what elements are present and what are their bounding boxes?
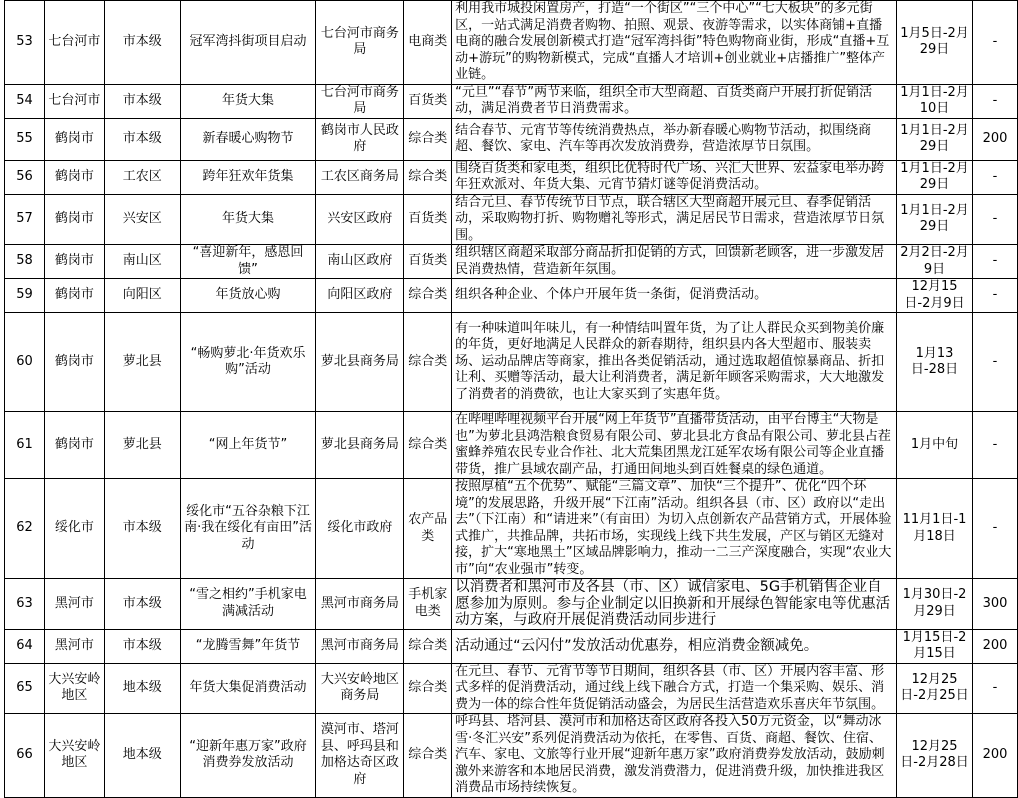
activity-name-cell[interactable]: 绥化市“五谷杂粮下江南·我在绥化有亩田”活动 xyxy=(180,479,316,579)
type-cell[interactable]: 综合类 xyxy=(404,160,452,194)
organizer-cell[interactable]: 南山区政府 xyxy=(316,245,404,279)
amount-cell[interactable]: 300 xyxy=(972,579,1017,630)
type-cell[interactable]: 综合类 xyxy=(404,313,452,412)
activity-name-cell[interactable]: “迎新年惠万家”政府消费券发放活动 xyxy=(180,714,316,798)
organizer-cell[interactable]: 黑河市商务局 xyxy=(316,629,404,663)
table-row xyxy=(5,1,1018,85)
city-cell[interactable]: 黑河市 xyxy=(44,579,104,630)
amount-cell[interactable]: - xyxy=(972,412,1017,479)
amount-cell[interactable]: - xyxy=(972,245,1017,279)
table-row xyxy=(5,279,1018,313)
description-cell[interactable]: “元旦”“春节”两节来临，组织全市大型商超、百货类商户开展打折促销活动，满足消费者节日消费需求。 xyxy=(452,84,897,118)
time-cell[interactable]: 1月1日-2月29日 xyxy=(897,160,973,194)
table-row xyxy=(5,714,1018,798)
amount-cell[interactable]: - xyxy=(972,1,1017,85)
row-number[interactable]: 56 xyxy=(5,160,45,194)
time-cell[interactable]: 1月1日-2月10日 xyxy=(897,84,973,118)
activity-name-cell[interactable]: 新春暖心购物节 xyxy=(180,118,316,160)
amount-cell[interactable]: - xyxy=(972,84,1017,118)
amount-cell[interactable]: - xyxy=(972,194,1017,245)
amount-cell[interactable]: - xyxy=(972,313,1017,412)
description-cell[interactable]: 呼玛县、塔河县、漠河市和加格达奇区政府各投入50万元资金，以“舞动冰雪·冬汇兴安”系列促消费活动为依托，在零售、百货、商超、餐饮、住宿、汽车、家电、文旅等行业开展“迎新年惠万家”政府消费券发放活动，鼓励刺激外来游客和本地居民消费，激发消费潜力，促进消费升级，加快推进我区消费品市场持续恢复。 xyxy=(452,714,897,798)
activity-name-cell[interactable]: “雪之相约”手机家电满减活动 xyxy=(180,579,316,630)
time-cell[interactable]: 11月1日-1月18日 xyxy=(897,479,973,579)
description-cell[interactable]: 在哔哩哔哩视频平台开展“网上年货节”直播带货活动，由平台博主“大物是也”为萝北县鸿浩粮食贸易有限公司、萝北县北方食品有限公司、萝北县占茬蜜蜂养殖农民专业合作社、北大荒集团黑龙江延军农场有限公司等企业直播带货，推广县域农副产品，打通田间地头到百姓餐桌的绿色通道。 xyxy=(452,412,897,479)
city-cell[interactable]: 绥化市 xyxy=(44,479,104,579)
table-row xyxy=(5,663,1018,714)
amount-cell[interactable]: - xyxy=(972,479,1017,579)
description-cell[interactable]: 按照厚植“五个优势”、赋能“三篇文章”、加快“三个提升”、优化“四个环境”的发展思路，升级开展“下江南”活动。组织各县（市、区）政府以“走出去”（下江南）和“请进来”（有亩田）为切入点创新农产品营销方式，开展体验式推广，共推品牌，共拓市场，实现线上线下共生发展，产区与销区无缝对接，扩大“寒地黑土”区域品牌影响力，推动一二三产深度融合，实现“农业大市”向“农业强市”转变。 xyxy=(452,479,897,579)
description-cell[interactable]: 在元旦、春节、元宵节等节日期间，组织各县（市、区）开展内容丰富、形式多样的促消费活动，通过线上线下融合方式，打造一个集采购、娱乐、消费为一体的综合性年货促销活动盛会，为居民生活营造欢乐喜庆年节氛围。 xyxy=(452,663,897,714)
type-cell[interactable]: 手机家电类 xyxy=(404,579,452,630)
table-row xyxy=(5,84,1018,118)
activity-name-cell[interactable]: 年货大集促消费活动 xyxy=(180,663,316,714)
row-number[interactable]: 61 xyxy=(5,412,45,479)
time-cell[interactable]: 12月15日-2月9日 xyxy=(897,279,973,313)
level-cell[interactable]: 南山区 xyxy=(104,245,180,279)
type-cell[interactable]: 综合类 xyxy=(404,412,452,479)
type-cell[interactable]: 农产品类 xyxy=(404,479,452,579)
table-row xyxy=(5,479,1018,579)
city-cell[interactable]: 大兴安岭地区 xyxy=(44,714,104,798)
type-cell[interactable]: 综合类 xyxy=(404,663,452,714)
city-cell[interactable]: 七台河市 xyxy=(44,1,104,85)
activity-name-cell[interactable]: 跨年狂欢年货集 xyxy=(180,160,316,194)
type-cell[interactable]: 电商类 xyxy=(404,1,452,85)
description-cell[interactable]: 以消费者和黑河市及各县（市、区）诚信家电、5G手机销售企业自愿参加为原则。参与企业制定以旧换新和开展绿色智能家电等优惠活动方案，与政府开展促消费活动同步进行 xyxy=(452,579,897,630)
description-cell[interactable]: 组织辖区商超采取部分商品折扣促销的方式，回馈新老顾客，进一步激发居民消费热情，营造新年氛围。 xyxy=(452,245,897,279)
level-cell[interactable]: 工农区 xyxy=(104,160,180,194)
city-cell[interactable]: 鹤岗市 xyxy=(44,194,104,245)
amount-cell[interactable]: 200 xyxy=(972,629,1017,663)
amount-cell[interactable]: - xyxy=(972,279,1017,313)
organizer-cell[interactable]: 七台河市商务局 xyxy=(316,1,404,85)
row-number[interactable]: 54 xyxy=(5,84,45,118)
table-row xyxy=(5,118,1018,160)
description-cell[interactable]: 结合春节、元宵节等传统消费热点，举办新春暖心购物节活动，拟围绕商超、餐饮、家电、汽车等再次发放消费券，营造浓厚节日氛围。 xyxy=(452,118,897,160)
activity-name-cell[interactable]: “喜迎新年，感恩回馈” xyxy=(180,245,316,279)
type-cell[interactable]: 百货类 xyxy=(404,84,452,118)
description-cell[interactable]: 有一种味道叫年味儿，有一种情结叫置年货，为了让人群民众买到物美价廉的年货，更好地满足人民群众的新春期待，组织县内各大型超市、服装卖场、运动品牌店等商家，推出各类促销活动，通过选取超值惊暴商品、折扣让利、买赠等活动，最大让利消费者，满足新年顾客采购需求，大大地激发了消费者的消费欲，也让大家买到了实惠年货。 xyxy=(452,313,897,412)
row-number[interactable]: 59 xyxy=(5,279,45,313)
amount-cell[interactable]: - xyxy=(972,663,1017,714)
type-cell[interactable]: 百货类 xyxy=(404,194,452,245)
time-cell[interactable]: 1月30日-2月29日 xyxy=(897,579,973,630)
amount-cell[interactable]: - xyxy=(972,160,1017,194)
level-cell[interactable]: 市本级 xyxy=(104,1,180,85)
time-cell[interactable]: 2月2日-2月9日 xyxy=(897,245,973,279)
description-cell[interactable]: 组织各种企业、个体户开展年货一条街，促消费活动。 xyxy=(452,279,897,313)
time-cell[interactable]: 1月5日-2月29日 xyxy=(897,1,973,85)
row-number[interactable]: 53 xyxy=(5,1,45,85)
time-cell[interactable]: 12月25日-2月28日 xyxy=(897,714,973,798)
level-cell[interactable]: 市本级 xyxy=(104,629,180,663)
description-cell[interactable]: 围绕百货类和家电类，组织比优特时代广场、兴汇大世界、宏益家电举办跨年狂欢派对、年货大集、元宵节猜灯谜等促消费活动。 xyxy=(452,160,897,194)
type-cell[interactable]: 综合类 xyxy=(404,279,452,313)
row-number[interactable]: 65 xyxy=(5,663,45,714)
level-cell[interactable]: 市本级 xyxy=(104,118,180,160)
amount-cell[interactable]: 200 xyxy=(972,118,1017,160)
table-row xyxy=(5,194,1018,245)
city-cell[interactable]: 鹤岗市 xyxy=(44,279,104,313)
city-cell[interactable]: 七台河市 xyxy=(44,84,104,118)
city-cell[interactable]: 黑河市 xyxy=(44,629,104,663)
city-cell[interactable]: 鹤岗市 xyxy=(44,313,104,412)
row-number[interactable]: 57 xyxy=(5,194,45,245)
row-number[interactable]: 60 xyxy=(5,313,45,412)
amount-cell[interactable]: 200 xyxy=(972,714,1017,798)
organizer-cell[interactable]: 兴安区政府 xyxy=(316,194,404,245)
time-cell[interactable]: 1月1日-2月29日 xyxy=(897,118,973,160)
table-row xyxy=(5,629,1018,663)
type-cell[interactable]: 综合类 xyxy=(404,118,452,160)
level-cell[interactable]: 萝北县 xyxy=(104,412,180,479)
activity-name-cell[interactable]: 年货大集 xyxy=(180,194,316,245)
organizer-cell[interactable]: 萝北县商务局 xyxy=(316,412,404,479)
city-cell[interactable]: 鹤岗市 xyxy=(44,412,104,479)
time-cell[interactable]: 1月1日-2月29日 xyxy=(897,194,973,245)
time-cell[interactable]: 1月中旬 xyxy=(897,412,973,479)
table-row xyxy=(5,245,1018,279)
activity-name-cell[interactable]: “网上年货节” xyxy=(180,412,316,479)
table-row xyxy=(5,160,1018,194)
city-cell[interactable]: 鹤岗市 xyxy=(44,118,104,160)
table-row xyxy=(5,412,1018,479)
level-cell[interactable]: 兴安区 xyxy=(104,194,180,245)
organizer-cell[interactable]: 七台河市商务局 xyxy=(316,84,404,118)
activity-name-cell[interactable]: “龙腾雪舞”年货节 xyxy=(180,629,316,663)
type-cell[interactable]: 百货类 xyxy=(404,245,452,279)
row-number[interactable]: 64 xyxy=(5,629,45,663)
activity-table xyxy=(4,0,1018,798)
organizer-cell[interactable]: 鹤岗市人民政府 xyxy=(316,118,404,160)
row-number[interactable]: 58 xyxy=(5,245,45,279)
level-cell[interactable]: 向阳区 xyxy=(104,279,180,313)
city-cell[interactable]: 鹤岗市 xyxy=(44,245,104,279)
type-cell[interactable]: 综合类 xyxy=(404,629,452,663)
activity-name-cell[interactable]: 冠军湾抖街项目启动 xyxy=(180,1,316,85)
row-number[interactable]: 55 xyxy=(5,118,45,160)
organizer-cell[interactable]: 工农区商务局 xyxy=(316,160,404,194)
row-number[interactable]: 62 xyxy=(5,479,45,579)
level-cell[interactable]: 地本级 xyxy=(104,663,180,714)
level-cell[interactable]: 地本级 xyxy=(104,714,180,798)
description-cell[interactable]: 活动通过“云闪付”发放活动优惠券，相应消费金额减免。 xyxy=(452,629,897,663)
level-cell[interactable]: 市本级 xyxy=(104,84,180,118)
time-cell[interactable]: 1月15日-2月15日 xyxy=(897,629,973,663)
level-cell[interactable]: 市本级 xyxy=(104,579,180,630)
organizer-cell[interactable]: 大兴安岭地区商务局 xyxy=(316,663,404,714)
row-number[interactable]: 66 xyxy=(5,714,45,798)
type-cell[interactable]: 综合类 xyxy=(404,714,452,798)
description-cell[interactable]: 结合元旦、春节传统节日节点，联合辖区大型商超开展元旦、春季促销活动，采取购物打折、购物赠礼等形式，满足居民节日需求，营造浓厚节日氛围。 xyxy=(452,194,897,245)
activity-name-cell[interactable]: “畅购萝北·年货欢乐购”活动 xyxy=(180,313,316,412)
table-row xyxy=(5,313,1018,412)
level-cell[interactable]: 市本级 xyxy=(104,479,180,579)
activity-name-cell[interactable]: 年货大集 xyxy=(180,84,316,118)
organizer-cell[interactable]: 黑河市商务局 xyxy=(316,579,404,630)
level-cell[interactable]: 萝北县 xyxy=(104,313,180,412)
row-number[interactable]: 63 xyxy=(5,579,45,630)
city-cell[interactable]: 鹤岗市 xyxy=(44,160,104,194)
table-row xyxy=(5,579,1018,630)
organizer-cell[interactable]: 漠河市、塔河县、呼玛县和加格达奇区政府 xyxy=(316,714,404,798)
description-cell[interactable]: 利用我市城投闲置房产，打造“一个街区”“三个中心”“七大板块”的多元街区，一站式满足消费者购物、拍照、观景、夜游等需求，以实体商铺+直播电商的融合发展创新模式打造“冠军湾抖街”特色购物商业街，形成“直播+互动+游玩”的购物新模式，完成“直播人才培训+创业就业+店播推广”整体产业链。 xyxy=(452,1,897,85)
time-cell[interactable]: 1月13日-28日 xyxy=(897,313,973,412)
organizer-cell[interactable]: 向阳区政府 xyxy=(316,279,404,313)
city-cell[interactable]: 大兴安岭地区 xyxy=(44,663,104,714)
organizer-cell[interactable]: 萝北县商务局 xyxy=(316,313,404,412)
time-cell[interactable]: 12月25日-2月25日 xyxy=(897,663,973,714)
activity-name-cell[interactable]: 年货放心购 xyxy=(180,279,316,313)
organizer-cell[interactable]: 绥化市政府 xyxy=(316,479,404,579)
